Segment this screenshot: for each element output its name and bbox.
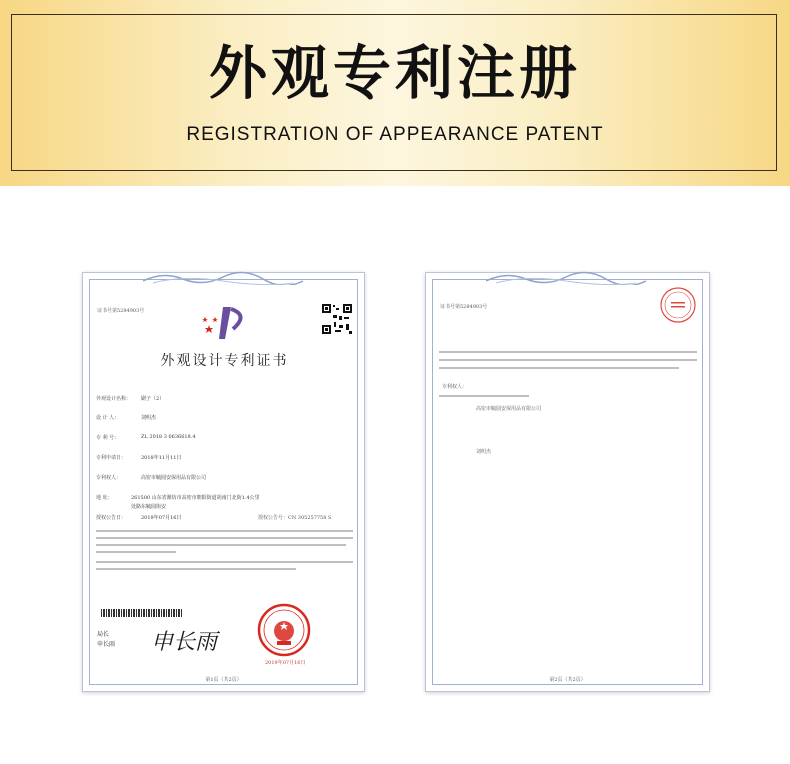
text-line xyxy=(439,359,697,361)
field-label: 设 计 人： xyxy=(96,415,120,421)
ornament-icon xyxy=(143,271,303,285)
text-line xyxy=(439,351,697,353)
publication-number: 授权公告号：CN 305257758 S xyxy=(258,515,332,521)
banner-title: 外观专利注册 xyxy=(208,39,581,107)
field-label: 专利申请日： xyxy=(96,455,127,461)
field-label: 地 址： xyxy=(96,495,113,501)
field-value: 2019年07月16日 xyxy=(141,515,182,521)
field-value: 刘明杰 xyxy=(141,415,157,421)
designer-name: 刘明杰 xyxy=(476,449,492,455)
signature-name: 申长雨 xyxy=(97,641,116,648)
barcode xyxy=(101,609,183,617)
certificate-page-1 xyxy=(82,272,365,692)
certificate-number: 证书号第5284903号 xyxy=(97,308,145,314)
header-banner xyxy=(0,0,790,186)
field-label: 授权公告日： xyxy=(96,515,127,521)
red-stamp-icon xyxy=(658,285,698,325)
field-value: ZL 2018 3 0636618.4 xyxy=(141,434,196,440)
field-label: 专利权人： xyxy=(96,475,122,481)
text-line xyxy=(96,568,296,570)
holder-name: 高密市毓圆安保用品有限公司 xyxy=(476,406,542,412)
qr-code-icon xyxy=(321,303,353,335)
signature-title: 局长 xyxy=(97,631,110,638)
page-number: 第1页（共2页） xyxy=(205,677,242,683)
certificate-page-2 xyxy=(425,272,710,692)
field-label: 外观设计名称： xyxy=(96,396,132,402)
field-value: 处路东毓圆街安 xyxy=(131,504,167,510)
text-line xyxy=(96,530,353,532)
seal-date: 2019年07月16日 xyxy=(265,660,306,666)
patent-office-logo-icon xyxy=(201,303,251,343)
text-line xyxy=(96,537,353,539)
text-line xyxy=(96,551,176,553)
field-value: 261500 山东省潍坊市高密市朝阳街道胡南门北街1.4公里 xyxy=(131,495,260,501)
director-signature: 申长雨 xyxy=(151,630,218,655)
certificate-number: 证书号第5284903号 xyxy=(440,304,488,310)
certificate-border xyxy=(432,279,703,685)
field-value: 高密市毓圆安保用品有限公司 xyxy=(141,475,207,481)
page-number: 第2页（共2页） xyxy=(549,677,586,683)
field-label: 专 利 号： xyxy=(96,435,120,441)
ornament-icon xyxy=(486,271,646,285)
banner-subtitle: REGISTRATION OF APPEARANCE PATENT xyxy=(186,124,604,145)
field-value: 2018年11月11日 xyxy=(141,455,182,461)
text-line xyxy=(439,367,679,369)
certificate-title: 外观设计专利证书 xyxy=(160,353,289,369)
text-line xyxy=(439,395,529,397)
holder-label: 专利权人： xyxy=(442,384,468,390)
text-line xyxy=(96,561,353,563)
text-line xyxy=(96,544,346,546)
field-value: 刷子（2） xyxy=(141,396,165,402)
official-seal-icon xyxy=(257,603,311,657)
